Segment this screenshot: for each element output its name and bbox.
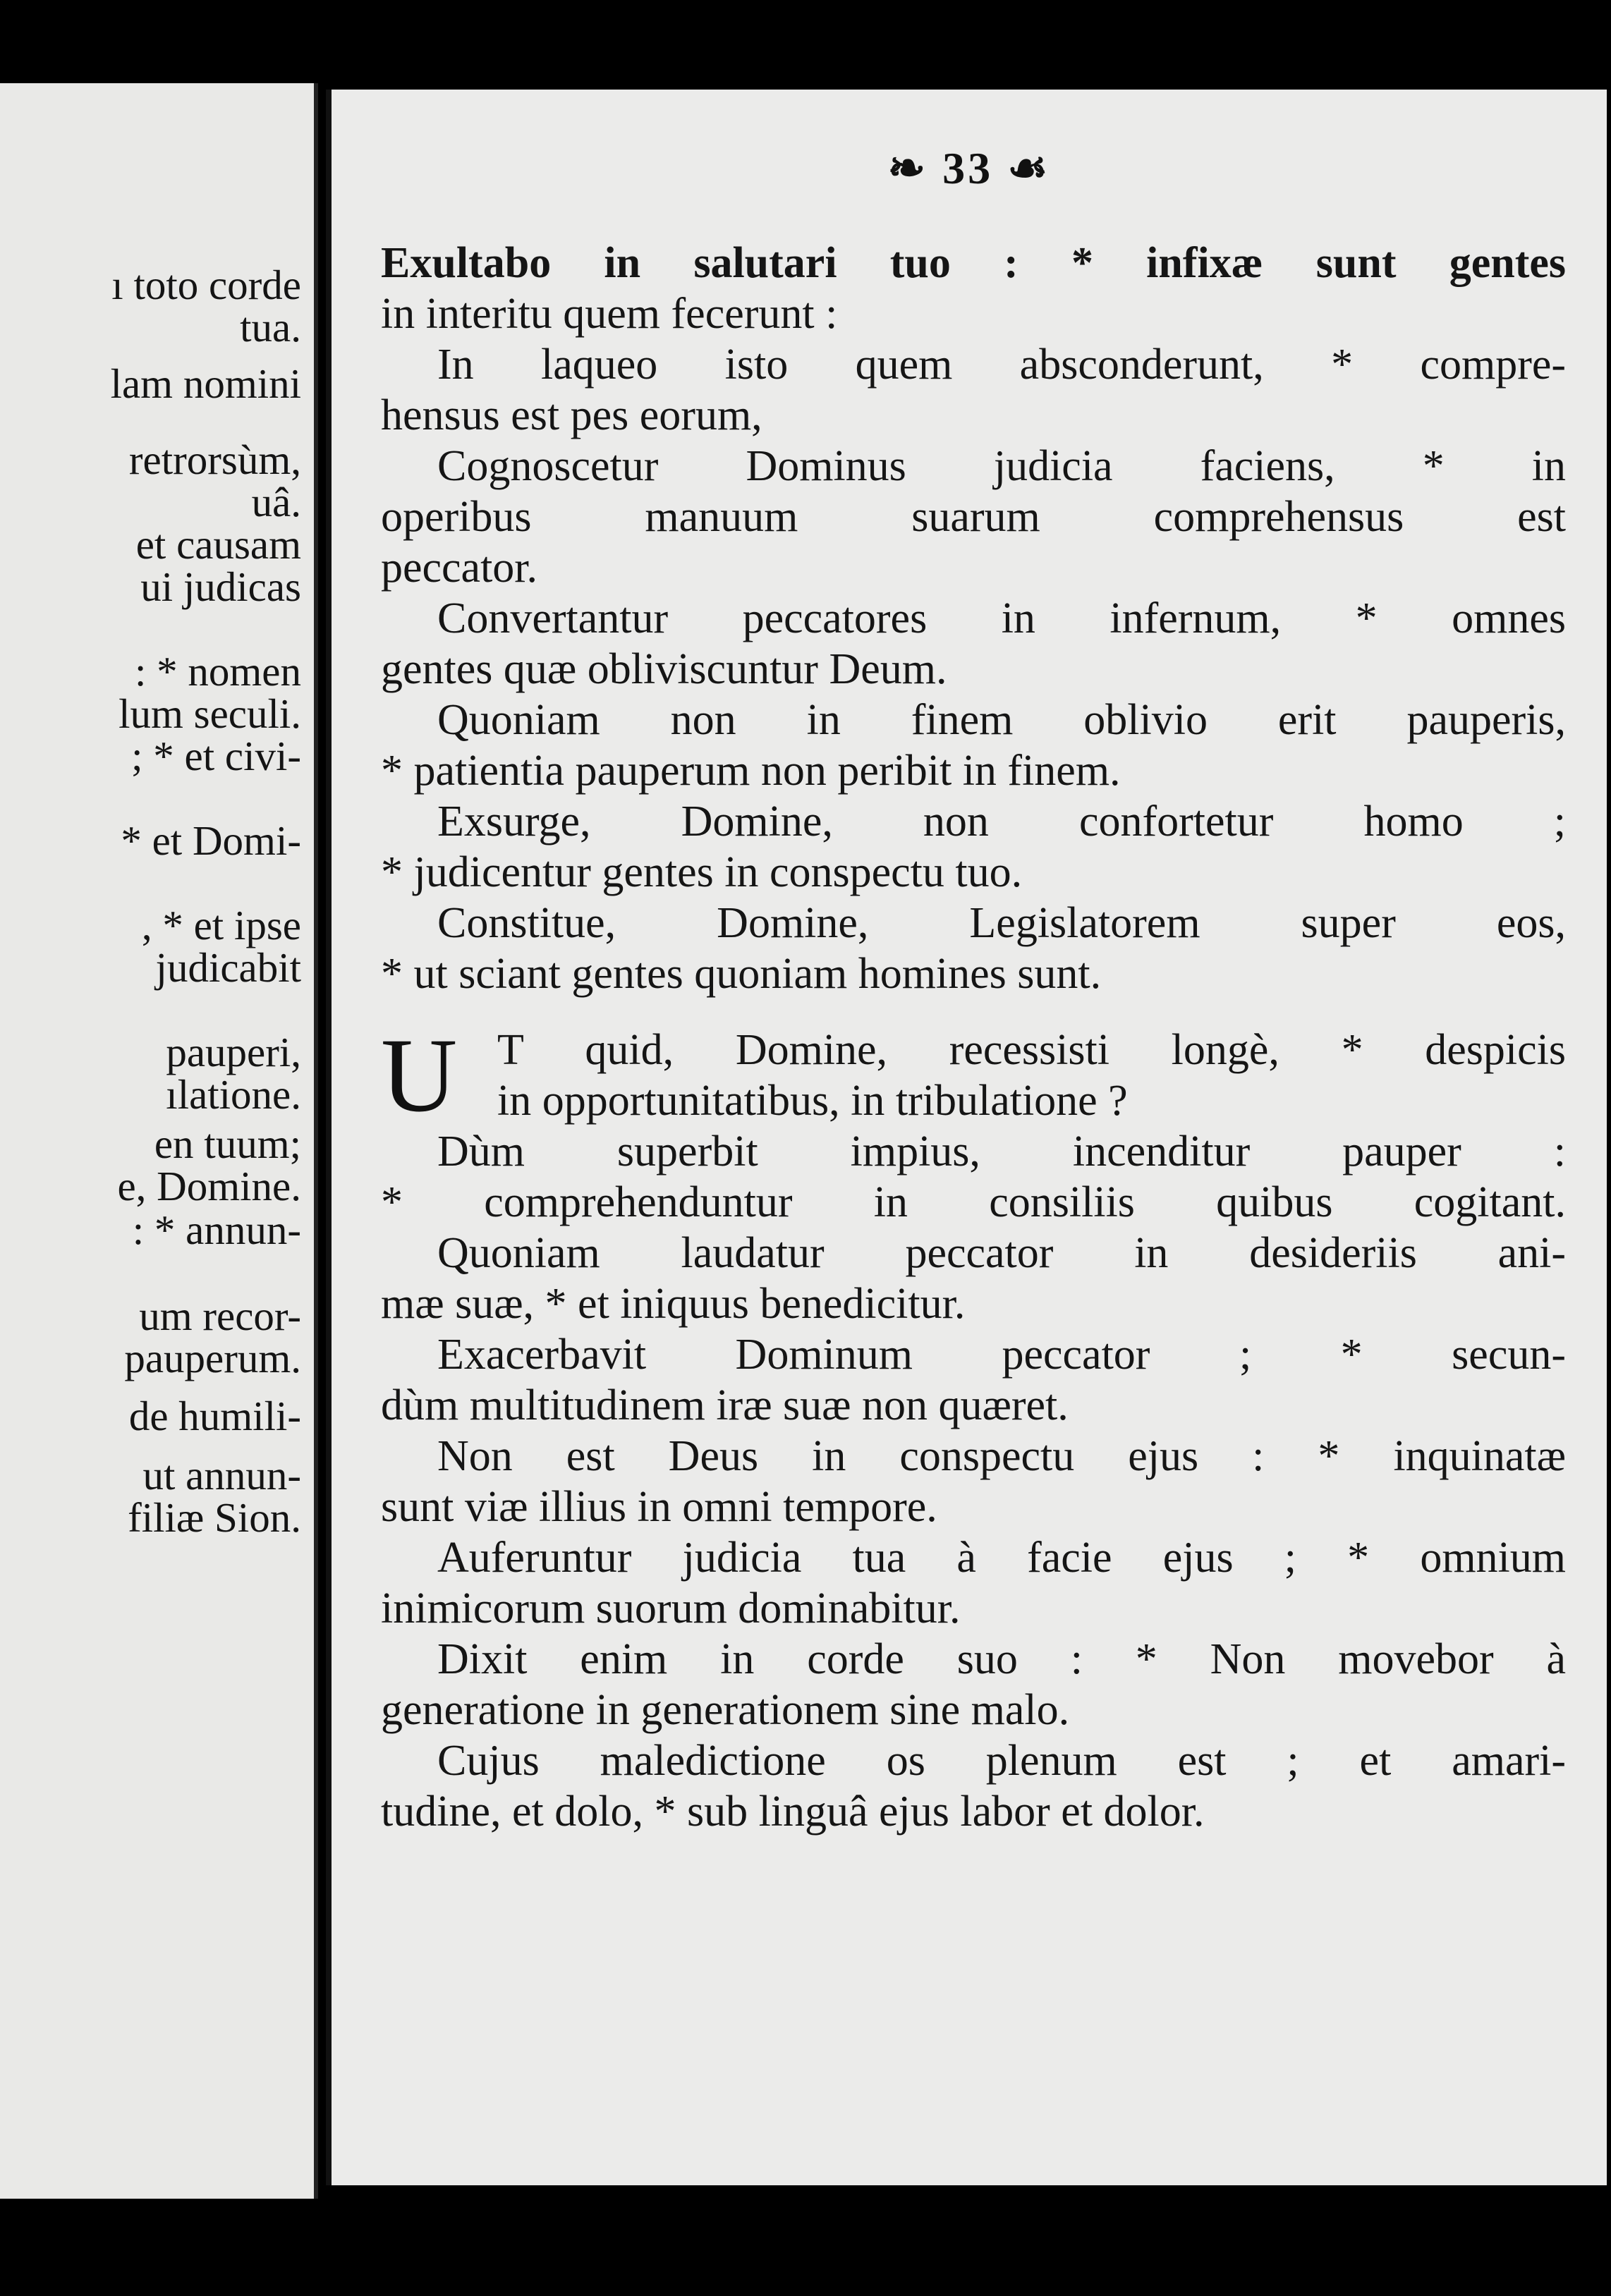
previous-page-line: judicabit — [155, 944, 301, 991]
previous-page-line: * et Domi- — [121, 817, 301, 864]
verse-line: gentes quæ obliviscuntur Deum. — [381, 645, 947, 693]
verse-line: peccator. — [381, 544, 538, 592]
previous-page-line: tua. — [240, 304, 301, 350]
ornament-right-icon: ☙ — [1007, 143, 1051, 193]
verse-line: tudine, et dolo, * sub linguâ ejus labor et dolor. — [381, 1788, 1205, 1836]
previous-page-line: pauperum. — [124, 1335, 301, 1381]
verse-line: Exsurge, Domine, non confortetur homo ; — [437, 798, 1566, 845]
verse-line: * patientia pauperum non peribit in finem. — [381, 747, 1121, 795]
verse-line: hensus est pes eorum, — [381, 391, 762, 439]
previous-page-line: pauperi, — [166, 1029, 301, 1075]
verse-line: Non est Deus in conspectu ejus : * inquinatæ — [437, 1432, 1566, 1480]
previous-page-line: et causam — [135, 521, 301, 568]
verse-line: in interitu quem fecerunt : — [381, 290, 838, 338]
psalm-verses-part3 — [381, 1126, 1566, 1837]
verse-line: Exultabo in salutari tuo : * infixæ sunt gentes — [381, 239, 1566, 287]
page-number: 33 — [942, 143, 994, 193]
previous-page-fragment — [0, 83, 318, 2199]
verse-line: Convertantur peccatores in infernum, * omnes — [437, 594, 1566, 642]
previous-page-line: e, Domine. — [117, 1163, 301, 1209]
verse-line: generatione in generationem sine malo. — [381, 1686, 1070, 1734]
previous-page-line: retrorsùm, — [128, 436, 301, 483]
verse-line: inimicorum suorum dominabitur. — [381, 1584, 961, 1632]
verse-line: in opportunitatibus, in tribulatione ? — [497, 1077, 1128, 1125]
previous-page-line: lum seculi. — [118, 690, 301, 737]
previous-page-line: : * nomen — [135, 648, 301, 695]
verse-line: sunt viæ illius in omni tempore. — [381, 1483, 937, 1531]
verse-line: Dixit enim in corde suo : * Non movebor à — [437, 1635, 1566, 1683]
page-header — [332, 142, 1607, 195]
verse-line: Quoniam non in finem oblivio erit pauperis, — [437, 696, 1566, 744]
previous-page-line: filiæ Sion. — [128, 1494, 301, 1541]
previous-page-line: de humili- — [128, 1393, 301, 1439]
verse-line: T quid, Domine, recessisti longè, * despicis — [497, 1026, 1566, 1074]
verse-line: Exacerbavit Dominum peccator ; * secun- — [437, 1331, 1566, 1379]
dropcap-letter: U — [381, 1017, 458, 1134]
verse-line: Dùm superbit impius, incenditur pauper : — [437, 1128, 1566, 1176]
verse-line: dùm multitudinem iræ suæ non quæret. — [381, 1381, 1069, 1429]
previous-page-line: lam nomini — [110, 360, 301, 407]
previous-page-line: ; * et civi- — [131, 733, 301, 779]
verse-line: Constitue, Domine, Legislatorem super eos, — [437, 899, 1566, 947]
previous-page-line: ılatione. — [166, 1071, 301, 1118]
previous-page-line: um recor- — [139, 1293, 301, 1339]
verse-line: * judicentur gentes in conspectu tuo. — [381, 848, 1023, 896]
previous-page-line: ı toto corde — [111, 262, 301, 308]
verse-line: * comprehenduntur in consiliis quibus cogitant. — [381, 1178, 1566, 1226]
psalm-verses-part1 — [381, 238, 1566, 999]
verse-line: Cognoscetur Dominus judicia faciens, * in — [437, 442, 1566, 490]
verse-line: Quoniam laudatur peccator in desideriis ani- — [437, 1229, 1566, 1277]
previous-page-line: ut annun- — [142, 1452, 301, 1498]
psalm-verses-part2 — [381, 1017, 1566, 1134]
verse-line: operibus manuum suarum comprehensus est — [381, 493, 1566, 541]
verse-line: Cujus maledictione os plenum est ; et amari- — [437, 1737, 1566, 1785]
previous-page-line: en tuum; — [154, 1120, 301, 1167]
previous-page-line: , * et ipse — [141, 902, 301, 948]
verse-line: * ut sciant gentes quoniam homines sunt. — [381, 950, 1102, 998]
current-page — [326, 90, 1607, 2185]
verse-line: In laqueo isto quem absconderunt, * compre- — [437, 341, 1566, 389]
verse-line: mæ suæ, * et iniquus benedicitur. — [381, 1280, 966, 1328]
verse-line: Auferuntur judicia tua à facie ejus ; * omnium — [437, 1534, 1566, 1582]
previous-page-line: uâ. — [251, 479, 301, 525]
previous-page-line: : * annun- — [132, 1207, 301, 1253]
previous-page-line: ui judicas — [140, 563, 301, 610]
psalm-text — [381, 238, 1566, 1837]
ornament-left-icon: ❧ — [887, 143, 929, 193]
